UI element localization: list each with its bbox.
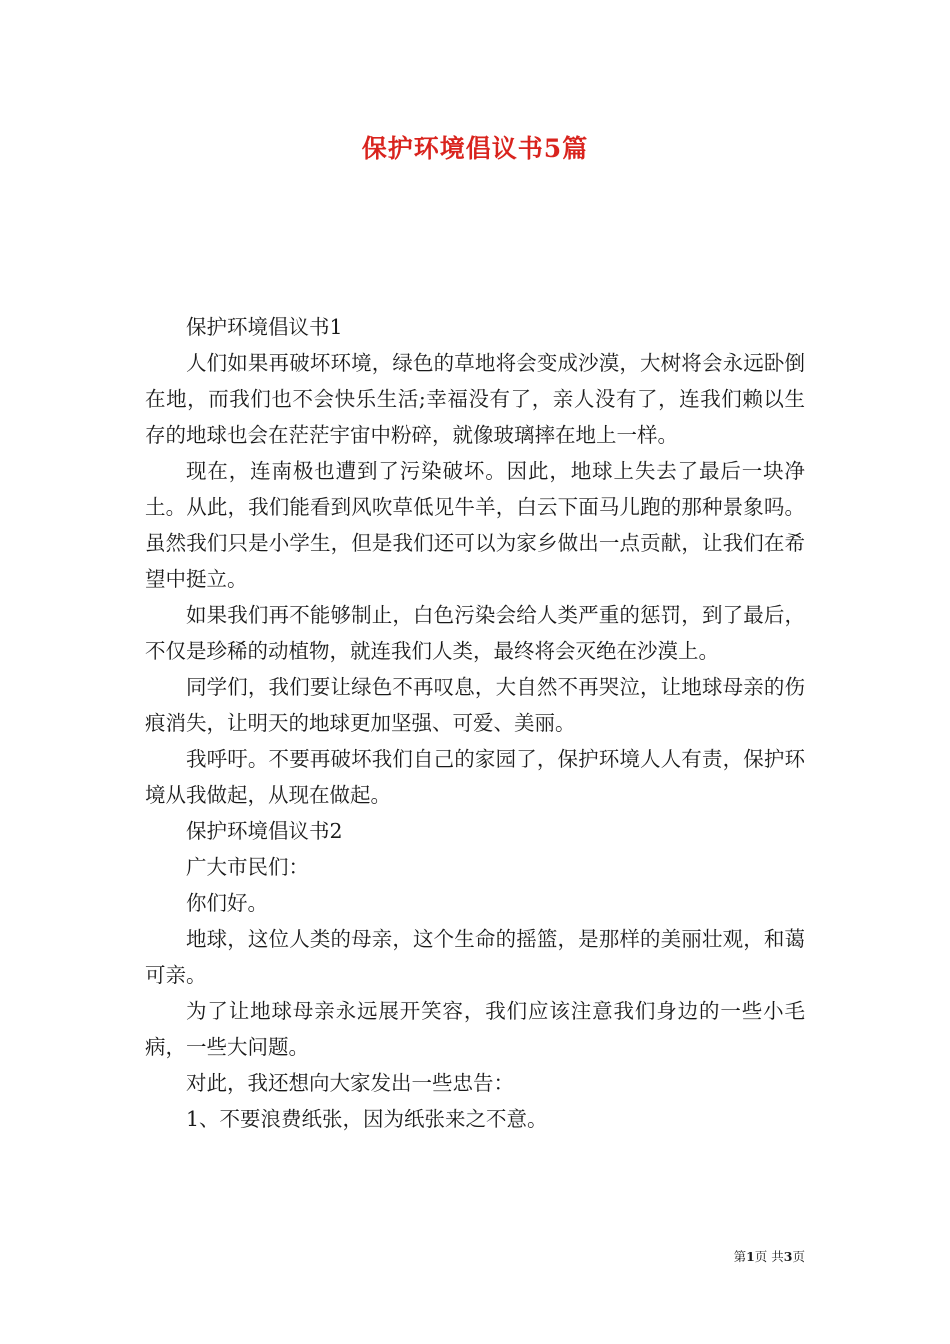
section-heading-1: 保护环境倡议书1 bbox=[186, 315, 343, 339]
paragraph: 如果我们再不能够制止，白色污染会给人类严重的惩罚，到了最后，不仅是珍稀的动植物，就连我们人类，最终将会灭绝在沙漠上。 bbox=[145, 603, 805, 663]
paragraph: 同学们，我们要让绿色不再叹息，大自然不再哭泣，让地球母亲的伤痕消失，让明天的地球更加坚强、可爱、美丽。 bbox=[145, 675, 805, 735]
section-heading-2: 保护环境倡议书2 bbox=[186, 819, 343, 843]
paragraph: 地球，这位人类的母亲，这个生命的摇篮，是那样的美丽壮观，和蔼可亲。 bbox=[145, 927, 805, 987]
paragraph: 对此，我还想向大家发出一些忠告： bbox=[186, 1071, 514, 1095]
paragraph: 现在，连南极也遭到了污染破坏。因此，地球上失去了最后一块净土。从此，我们能看到风吹草低见牛羊，白云下面马儿跑的那种景象吗。虽然我们只是小学生，但是我们还可以为家乡做出一点贡献，让我们在希望中挺立。 bbox=[145, 459, 805, 591]
current-page-number: 1 bbox=[746, 1249, 755, 1264]
page-title: 保护环境倡议书5篇 bbox=[361, 134, 589, 163]
paragraph: 为了让地球母亲永远展开笑容，我们应该注意我们身边的一些小毛病，一些大问题。 bbox=[145, 999, 805, 1059]
page-number-footer bbox=[734, 1248, 805, 1266]
salutation: 广大市民们： bbox=[186, 855, 309, 879]
greeting: 你们好。 bbox=[186, 891, 268, 915]
paragraph: 人们如果再破坏环境，绿色的草地将会变成沙漠，大树将会永远卧倒在地，而我们也不会快乐生活;幸福没有了，亲人没有了，连我们赖以生存的地球也会在茫茫宇宙中粉碎，就像玻璃摔在地上一样。 bbox=[145, 351, 805, 447]
footer-middle: 页 共 bbox=[754, 1249, 784, 1264]
paragraph: 我呼吁。不要再破坏我们自己的家园了，保护环境人人有责，保护环境从我做起，从现在做起。 bbox=[145, 747, 805, 807]
document-body bbox=[145, 309, 805, 1137]
total-page-number: 3 bbox=[783, 1249, 793, 1264]
footer-prefix: 第 bbox=[733, 1249, 747, 1264]
list-item: 1、不要浪费纸张，因为纸张来之不意。 bbox=[186, 1107, 548, 1131]
footer-suffix: 页 bbox=[792, 1249, 805, 1264]
